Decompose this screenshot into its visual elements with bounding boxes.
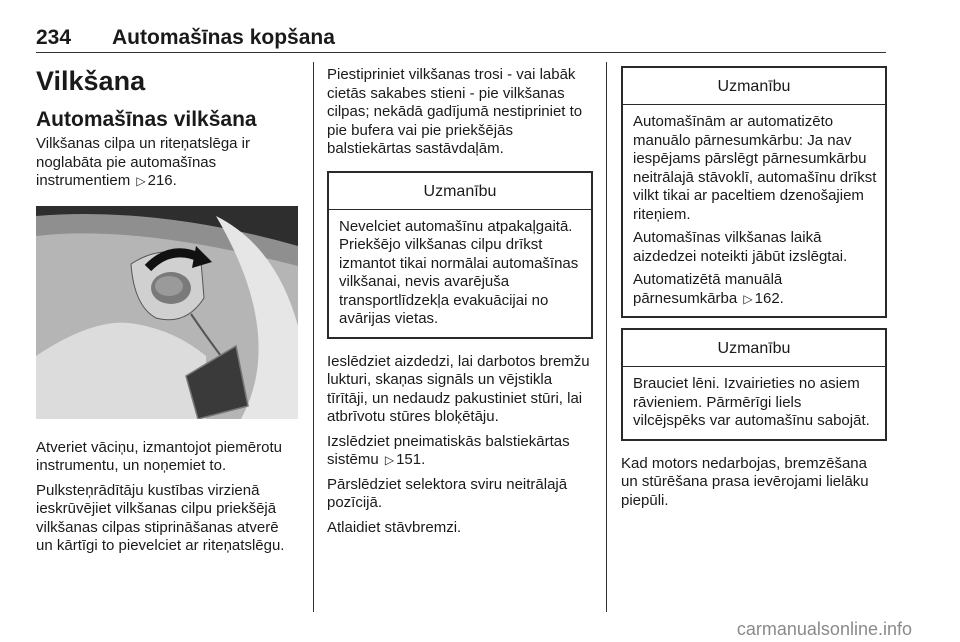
column-2 <box>327 58 593 537</box>
section-heading: Vilkšana <box>36 66 146 96</box>
caution-box <box>621 66 887 318</box>
column-3 <box>621 58 887 510</box>
column-divider <box>313 62 314 612</box>
paragraph: Atveriet vāciņu, izmantojot piemērotu instrumentu, un noņemiet to. <box>36 438 282 474</box>
caution-title: Uzmanību <box>623 330 885 367</box>
column-1 <box>36 58 298 556</box>
paragraph: Atlaidiet stāvbremzi. <box>327 518 462 536</box>
caution-body <box>329 210 591 337</box>
subsection-heading: Automašīnas vilkšana <box>36 108 257 131</box>
page-header <box>36 26 886 52</box>
header-rule <box>36 52 886 53</box>
caution-box <box>327 171 593 339</box>
paragraph: Piestipriniet vilkšanas trosi - vai labāk cietās sakabes stieni - pie vilkšanas cilpas; nekādā gadījumā nestipriniet to pie bufera vai pie priekšējās balstiekārtas sastāvdaļām. <box>327 66 583 157</box>
caution-text: Automatizētā manuālā pārnesumkārba ▷ 162. <box>633 271 784 307</box>
towing-eye-illustration <box>36 206 298 419</box>
page-reference-icon: ▷ <box>384 453 395 467</box>
caution-body <box>623 367 885 439</box>
caution-text: Automašīnām ar automatizēto manuālo pārnesumkārbu: Ja nav iespējams pārslēgt pārnesumkārbu neitrālajā stāvoklī, automašīnu drīkst vilkt tikai ar paceltiem dzenošajiem riteņiem. <box>633 113 877 223</box>
caution-text: Nevelciet automašīnu atpakaļgaitā. Priekšējo vilkšanas cilpu drīkst izmantot tikai normālai automašīnas vilkšanai, nevis avarējuša transportlīdzekļa evakuācijai no avārijas vietas. <box>339 217 579 327</box>
caution-text: Automašīnas vilkšanas laikā aizdedzei noteikti jābūt izslēgtai. <box>633 229 848 265</box>
watermark: carmanualsonline.info <box>736 619 912 639</box>
paragraph: Ieslēdziet aizdedzi, lai darbotos bremžu lukturi, skaņas signāls un vējstikla tīrītāji, un nedaudz pakustiniet stūri, lai atbrīvotu stūres bloķētāju. <box>327 352 590 425</box>
column-divider <box>606 62 607 612</box>
paragraph: Pulksteņrādītāju kustības virzienā ieskrūvējiet vilkšanas cilpu priekšējā vilkšanas cilpas stiprināšanas atverē un kārtīgi to pievelciet ar riteņatslēgu. <box>36 481 285 554</box>
paragraph: Pārslēdziet selektora sviru neitrālajā pozīcijā. <box>327 475 568 511</box>
caution-text: Brauciet lēni. Izvairieties no asiem rāvieniem. Pārmērīgi liels vilcējspēks var automašīnu sabojāt. <box>633 375 870 429</box>
page-reference-icon: ▷ <box>743 291 753 306</box>
page-number: 234 <box>36 26 72 49</box>
paragraph: Kad motors nedarbojas, bremzēšana un stūrēšana prasa ievērojami lielāku piepūli. <box>621 454 869 509</box>
intro-paragraph: Vilkšanas cilpa un riteņatslēga ir noglabāta pie automašīnas instrumentiem ▷ 216. <box>36 135 251 189</box>
towing-eye-drawing <box>36 206 298 419</box>
caution-title: Uzmanību <box>623 68 885 105</box>
caution-body <box>623 105 885 316</box>
paragraph: Izslēdziet pneimatiskās balstiekārtas sistēmu ▷ 151. <box>327 432 570 468</box>
caution-box <box>621 328 887 441</box>
page-reference-icon: ▷ <box>136 174 146 188</box>
header-title: Automašīnas kopšana <box>112 26 335 49</box>
caution-title: Uzmanību <box>329 173 591 210</box>
